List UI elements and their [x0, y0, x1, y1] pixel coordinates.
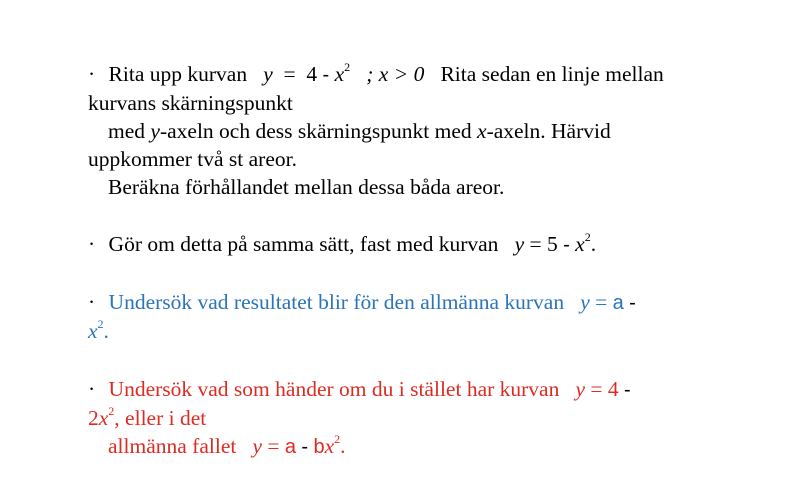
math-num: 5	[547, 232, 558, 256]
text: , eller i det	[114, 406, 207, 430]
exponent: 2	[108, 403, 115, 418]
text: .	[590, 232, 597, 256]
bullet-item-1	[88, 60, 728, 201]
line	[88, 288, 728, 317]
math-op: -	[322, 64, 330, 86]
text: Undersök vad som händer om du i stället har kurvan	[108, 377, 560, 401]
bullet-item-2	[88, 230, 728, 259]
line: kurvans skärningspunkt	[88, 91, 293, 115]
text: -axeln. Härvid	[486, 119, 611, 143]
math-var: b	[313, 436, 325, 458]
math-op: -	[624, 379, 631, 401]
math-var: x	[98, 406, 109, 430]
line	[88, 404, 728, 432]
math-var: a	[284, 436, 297, 458]
line	[88, 230, 728, 259]
bullet: ·	[88, 377, 96, 401]
math-op: -	[301, 436, 309, 458]
math-var: x	[88, 319, 98, 343]
math-var: y	[580, 290, 590, 314]
math-op: =	[529, 232, 542, 256]
text: allmänna fallet	[108, 434, 237, 458]
exponent: 2	[584, 229, 591, 244]
text: .	[103, 319, 109, 343]
math-num: 4	[607, 377, 619, 401]
math-num: 2	[88, 406, 99, 430]
math-op: -	[629, 292, 636, 314]
text: Rita upp kurvan	[108, 62, 248, 86]
math-var: a	[612, 292, 624, 314]
line	[88, 60, 728, 89]
math-op: =	[590, 377, 603, 401]
bullet: ·	[88, 62, 96, 86]
text: Undersök vad resultatet blir för den allmänna kurvan	[108, 290, 565, 314]
text: med	[108, 119, 151, 143]
math-op: =	[267, 434, 280, 458]
exponent: 2	[97, 316, 104, 331]
text: Gör om detta på samma sätt, fast med kurvan	[108, 232, 499, 256]
math-condition: ; x > 0	[366, 62, 425, 86]
exponent: 2	[344, 59, 351, 74]
text: Rita sedan en linje mellan	[440, 62, 664, 86]
math-var: x	[575, 232, 585, 256]
bullet-item-4	[88, 375, 728, 461]
math-var: y	[575, 377, 586, 401]
exponent: 2	[334, 431, 341, 446]
math-op: =	[595, 290, 608, 314]
bullet: ·	[88, 232, 96, 256]
line	[88, 117, 728, 145]
bullet-item-3	[88, 288, 728, 345]
math-var: y	[263, 62, 273, 86]
math-op: -	[563, 234, 570, 256]
line	[88, 432, 728, 461]
math-var: x	[324, 434, 335, 458]
math-var: x	[477, 119, 487, 143]
text: -axeln och dess skärningspunkt med	[159, 119, 478, 143]
text: .	[340, 434, 346, 458]
math-var: y	[514, 232, 525, 256]
line: uppkommer två st areor.	[88, 147, 297, 171]
math-num: 4	[306, 62, 318, 86]
math-op: =	[283, 62, 296, 86]
line	[88, 375, 728, 404]
math-var: x	[334, 62, 345, 86]
line: Beräkna förhållandet mellan dessa båda areor.	[108, 175, 505, 199]
math-var: y	[150, 119, 160, 143]
bullet: ·	[88, 290, 96, 314]
line	[88, 317, 728, 345]
math-var: y	[252, 434, 263, 458]
